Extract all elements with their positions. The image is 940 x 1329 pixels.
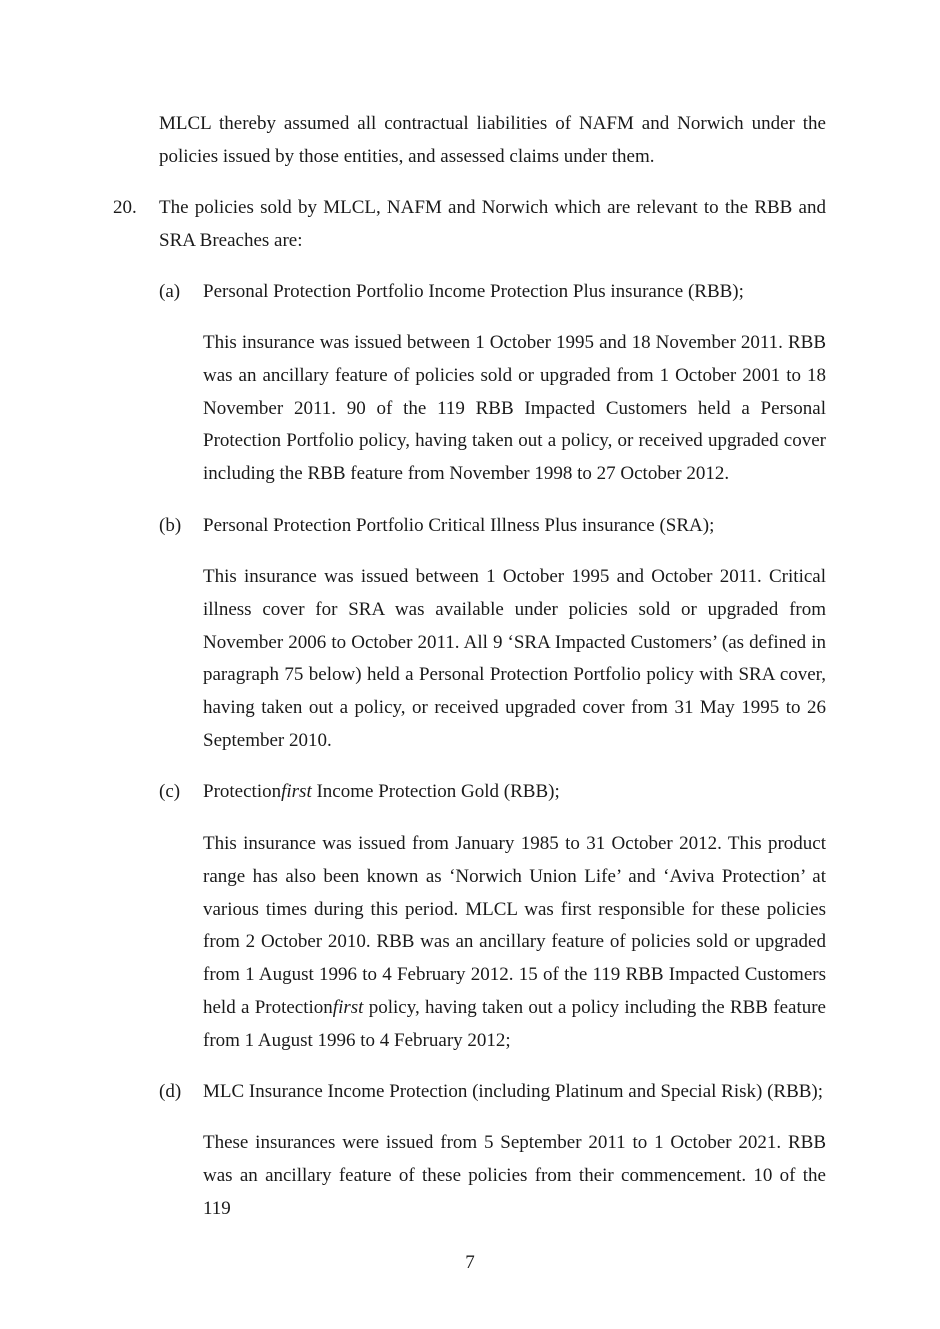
- lead-paragraph: MLCL thereby assumed all contractual liabilities of NAFM and Norwich under the policies issued by those entities, and assessed claims under them.: [159, 113, 826, 167]
- item-d-body: These insurances were issued from 5 September 2011 to 1 October 2021. RBB was an ancillary feature of these policies from their commencement. 10 of the 119: [203, 1132, 826, 1219]
- item-c-body-part1: This insurance was issued from January 1985 to 31 October 2012. This product range has also been known as ‘Norwich Union Life’ and ‘Aviva Protection’ at various times during this period. MLCL was first responsible for these policies from 2 October 2010. RBB was an ancillary feature of policies sold or upgraded from 1 August 1996 to 4 February 2012. 15 of the 119 RBB Impacted Customers held a Protection: [203, 833, 826, 1018]
- item-a-body: This insurance was issued between 1 October 1995 and 18 November 2011. RBB was an ancillary feature of policies sold or upgraded from 1 October 2001 to 18 November 2011. 90 of the 119 RBB Impacted Customers held a Personal Protection Portfolio policy, having taken out a policy, or received upgraded cover including the RBB feature from November 1998 to 27 October 2012.: [203, 332, 826, 485]
- item-b-title: Personal Protection Portfolio Critical Illness Plus insurance (SRA);: [203, 515, 715, 536]
- item-c-title-italic: first: [281, 781, 312, 802]
- item-b-label: (b): [159, 515, 182, 536]
- item-c-body-part2: policy, having taken out a policy including the RBB feature from 1 August 1996 to 4 February 2012;: [203, 996, 826, 1051]
- item-c-title-suffix: Income Protection Gold (RBB);: [311, 781, 560, 802]
- paragraph-number: 20.: [113, 197, 137, 218]
- item-c-body: [203, 828, 826, 1058]
- item-a-title: Personal Protection Portfolio Income Protection Plus insurance (RBB);: [203, 281, 744, 302]
- item-c-title-prefix: Protection: [203, 781, 282, 802]
- page-number: 7: [465, 1252, 475, 1273]
- item-a-label: (a): [159, 281, 181, 302]
- paragraph-20-text: The policies sold by MLCL, NAFM and Norwich which are relevant to the RBB and SRA Breaches are:: [159, 197, 826, 251]
- item-d-title: MLC Insurance Income Protection (including Platinum and Special Risk) (RBB);: [203, 1081, 824, 1102]
- item-d-label: (d): [159, 1081, 182, 1102]
- item-b-body: This insurance was issued between 1 October 1995 and October 2011. Critical illness cover for SRA was available under policies sold or upgraded from November 2006 to October 2011. All 9 ‘SRA Impacted Customers’ (as defined in paragraph 75 below) held a Personal Protection Portfolio policy with SRA cover, having taken out a policy, or received upgraded cover from 31 May 1995 to 26 September 2010.: [203, 566, 826, 751]
- item-c-label: (c): [159, 781, 181, 802]
- item-c-title: [203, 776, 826, 809]
- item-c-body-italic: first: [332, 996, 364, 1018]
